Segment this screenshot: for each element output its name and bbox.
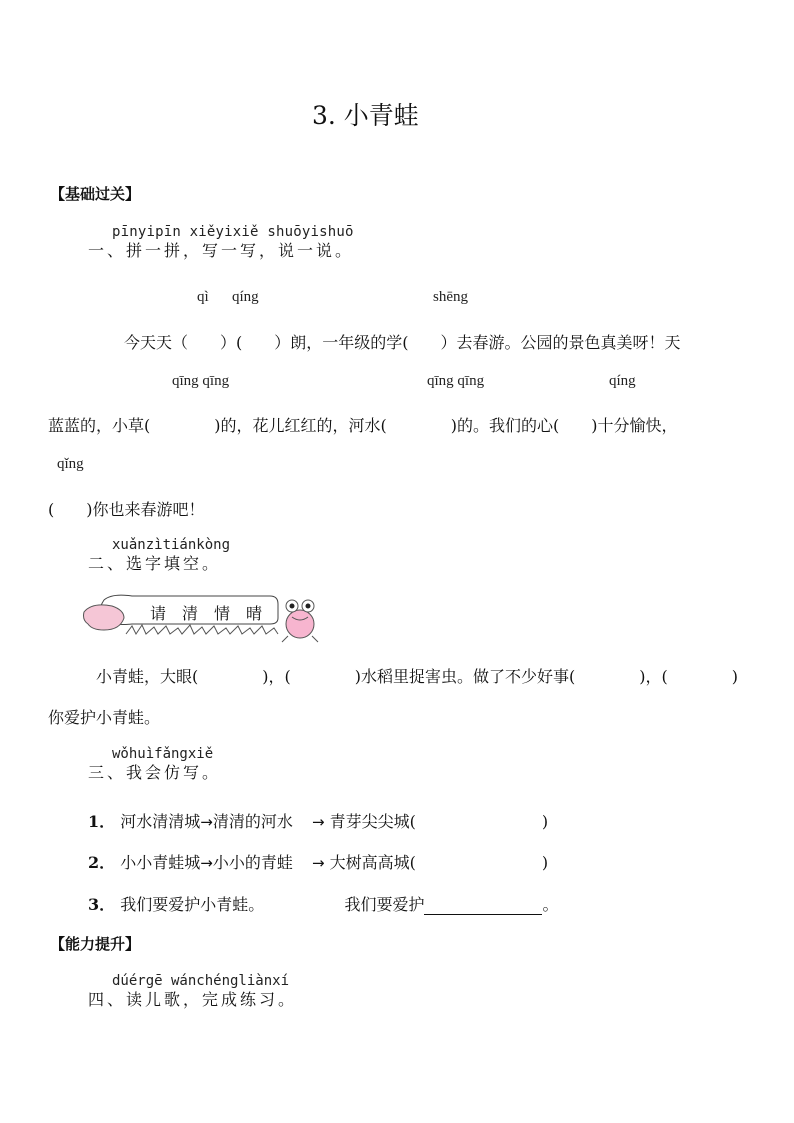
section-basic: 【基础过关】	[50, 185, 141, 203]
q3-item-1	[88, 809, 548, 832]
q1-line1: 今天天（ ）( ）朗，一年级的学( ）去春游。公园的景色真美呀！天	[124, 333, 681, 352]
q1-pinyin-qingqing-1: qīng qīng	[172, 373, 230, 389]
q1-pinyin-qi: qì	[197, 289, 209, 305]
q1-pinyin-qingqing-2: qīng qīng	[427, 373, 485, 389]
q1-pinyin-qing: qíng	[232, 289, 259, 305]
q1-pinyin-sheng: shēng	[433, 289, 468, 305]
q3-item-2	[88, 850, 548, 873]
item-example: 河水清清城	[120, 812, 201, 831]
q2-pinyin: xuǎnzìtiánkòng	[112, 537, 231, 553]
item-example-result: 清清的河水	[212, 812, 293, 831]
q1-pinyin-qing-3: qíng	[609, 373, 636, 389]
word-choice-2: 清	[182, 604, 199, 623]
q1-line2: 蓝蓝的，小草( )的，花儿红红的，河水( )的。我们的心( )十分愉快，	[48, 416, 678, 435]
word-choice-3: 情	[214, 604, 231, 623]
section-ability: 【能力提升】	[50, 935, 141, 953]
arrow-icon: →	[311, 813, 325, 831]
page-title: 3. 小青蛙	[312, 101, 419, 130]
item-prompt: 大树高高城(	[329, 853, 416, 872]
arrow-icon: →	[311, 854, 325, 872]
q4-pinyin: dúérgē wánchéngliànxí	[112, 973, 290, 989]
q3-item-3	[88, 892, 558, 915]
q2-line1: 小青蛙，大眼( )，( )水稻里捉害虫。做了不少好事( )，( )	[96, 667, 738, 686]
item-close: 。	[542, 895, 559, 914]
q1-line3: ( )你也来春游吧！	[48, 500, 205, 519]
item-number: 3．	[88, 895, 116, 914]
item-example: 小小青蛙城	[120, 853, 201, 872]
word-choice-box	[84, 594, 274, 638]
item-close: )	[541, 812, 549, 831]
q2-heading: 二、选字填空。	[88, 554, 222, 573]
q1-heading: 一、拼一拼，写一写，说一说。	[88, 241, 355, 260]
q1-pinyin: pīnyipīn xiěyixiě shuōyishuō	[112, 224, 354, 240]
arrow-icon: →	[200, 813, 213, 831]
q2-line2: 你爱护小青蛙。	[48, 708, 161, 727]
answer-blank[interactable]	[424, 898, 542, 915]
q1-pinyin-qing-4: qǐng	[57, 456, 84, 472]
q3-heading: 三、我会仿写。	[88, 763, 222, 782]
item-example: 我们要爱护小青蛙。	[120, 895, 265, 914]
item-example-result: 小小的青蛙	[212, 853, 293, 872]
item-close: )	[541, 853, 549, 872]
item-number: 2．	[88, 853, 116, 872]
word-choice-1: 请	[150, 604, 167, 623]
word-banner-illustration	[82, 590, 328, 644]
q4-heading: 四、读儿歌，完成练习。	[88, 990, 298, 1009]
arrow-icon: →	[200, 854, 213, 872]
item-prompt: 我们要爱护	[344, 895, 425, 914]
word-choice-4: 晴	[246, 604, 263, 623]
q3-pinyin: wǒhuìfǎngxiě	[112, 746, 214, 762]
item-prompt: 青芽尖尖城(	[329, 812, 416, 831]
item-number: 1．	[88, 812, 116, 831]
